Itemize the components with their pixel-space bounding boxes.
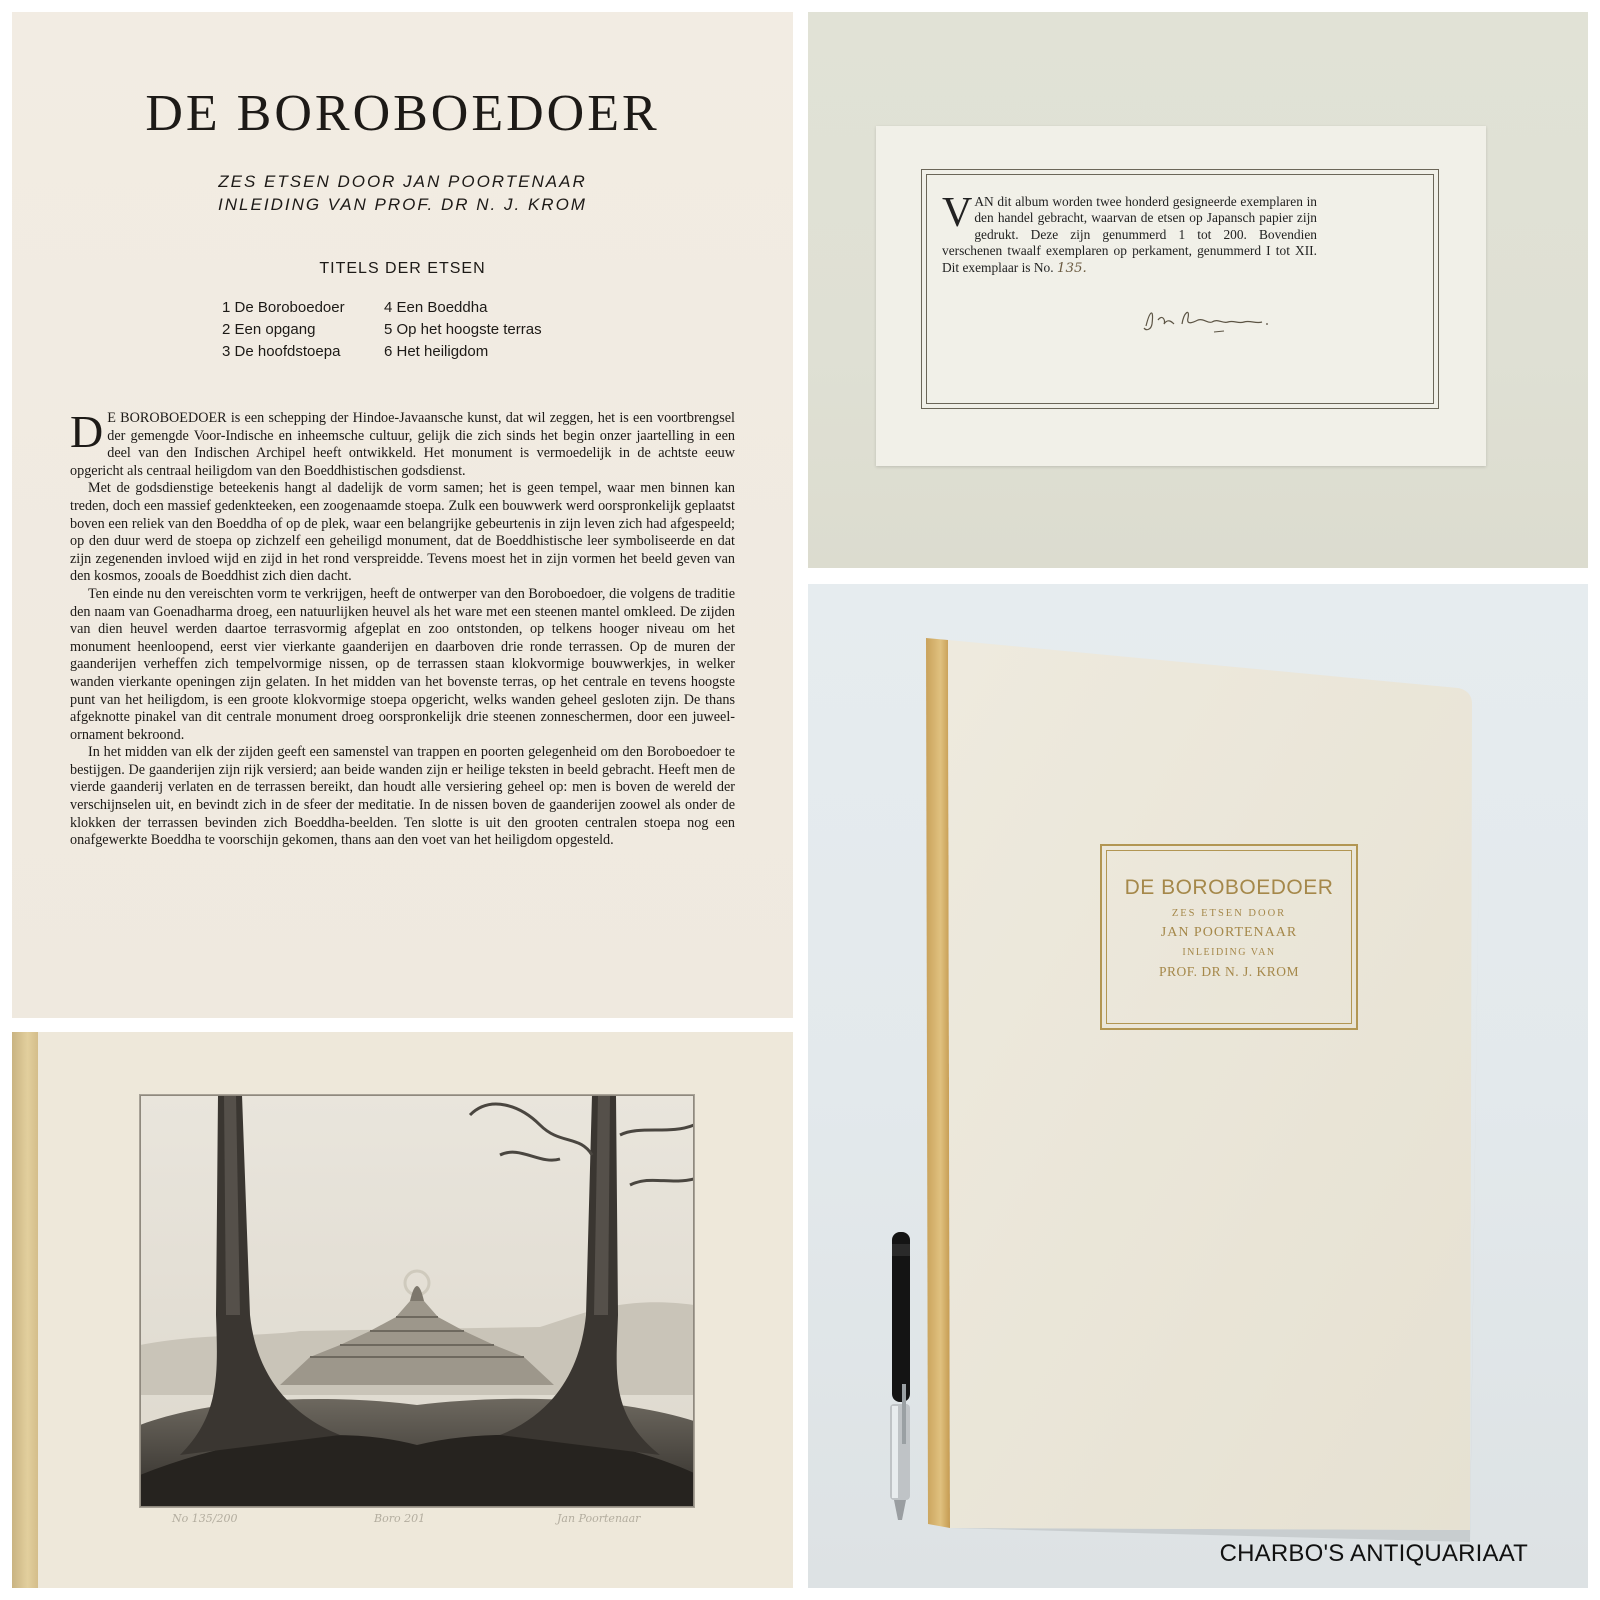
etching-plate	[139, 1094, 695, 1508]
paragraph: Ten einde nu den vereischten vorm te verkrijgen, heeft de ontwerper van den Boroboedoer, die volgens de traditie den naam van Goenadharma droeg, een natuurlijken heuvel als het ware met een steenen mantel omkleed. De zijden van dien heuvel werden daartoe terrasvormig afgeplat en zoo ontstonden, op telkens hooger niveau om het monument heenloopend, eerst vier vierkante gaanderijen en daarboven drie ronde terrassen. Op de muren der gaanderijen verheffen zich tempelvormige nissen, op de terrassen staan klokvormige bouwwerkjes, in welker wanden vierkante openingen zijn gelaten. In het midden van het bovenste terras, op het centrale en tevens hoogste punt van het heiligdom, is een groote klokvormige stoepa opgericht, welks wanden geheel gesloten zijn. De thans afgeknotte pinakel van dit centrale monument droeg oorspronkelijk drie steenen zonneschermen, door een juweel-ornament bekroond.	[70, 585, 735, 743]
list-item: 3 De hoofdstoepa	[222, 343, 341, 360]
cover-title: DE BOROBOEDOER	[1124, 876, 1334, 899]
list-item: 1 De Boroboedoer	[222, 299, 345, 316]
list-item: 5 Op het hoogste terras	[384, 321, 542, 338]
drop-cap: D	[70, 406, 104, 457]
etchings-list	[222, 298, 602, 361]
colophon-initial: V	[942, 190, 973, 236]
shop-watermark: CHARBO'S ANTIQUARIAAT	[1219, 1540, 1528, 1567]
cover-line: INLEIDING VAN	[1182, 947, 1276, 958]
pencil-title: Boro 201	[374, 1512, 426, 1525]
edition-number: No 135/200	[172, 1512, 238, 1525]
binding-edge	[12, 1032, 38, 1588]
paragraph: D E BOROBOEDOER is een schepping der Hindoe-Javaansche kunst, dat wil zeggen, het is een voortbrengsel der gemengde Voor-Indische en inheemsche cultuur, gelijk die zich sinds het begin onzer jaartelling in een deel van den Indischen Archipel heeft ontwikkeld. Het monument is vermoedelijk in de achtste eeuw opgericht als centraal heiligdom van den Boeddhistischen godsdienst.	[70, 406, 735, 479]
subtitle-introduction: INLEIDING VAN PROF. DR N. J. KROM	[218, 195, 587, 214]
list-item: 6 Het heiligdom	[384, 343, 489, 360]
paragraph: Met de godsdienstige beteekenis hangt al dadelijk de vorm samen; het is geen tempel, waar men binnen kan treden, doch een massief gedenkteeken, een zoogenaamde stoepa. Zulk een bouwwerk werd oorspronkelijk geplaatst boven een reliek van den Boeddha of op de plek, waar een belangrijke gebeurtenis in zijn leven zich had afgespeeld; op den duur werd de stoepa op zichzelf een geheiligd monument, dat de Boeddhistische leer symboliseerde en dat zijn zegenenden invloed wijd en zijd in het rond verspreidde. Tevens moest het in zijn vormen het beeld geven van den kosmos, zooals de Boeddhist zich dien dacht.	[70, 480, 735, 585]
cover-label	[1100, 844, 1358, 1030]
text-page-photo	[12, 12, 793, 1018]
borobudur-etching-image	[140, 1095, 694, 1507]
subtitle-etchings: ZES ETSEN DOOR JAN POORTENAAR	[218, 172, 587, 191]
page-title: DE BOROBOEDOER	[145, 85, 660, 142]
book-cover-image	[808, 584, 1588, 1588]
cover-photo	[808, 584, 1588, 1588]
list-item: 4 Een Boeddha	[384, 299, 488, 316]
colophon-card	[876, 126, 1486, 466]
list-item: 2 Een opgang	[222, 321, 316, 338]
cover-line: ZES ETSEN DOOR	[1171, 908, 1287, 919]
colophon-photo	[808, 12, 1588, 568]
introduction-text	[70, 406, 735, 850]
cover-introducer: PROF. DR N. J. KROM	[1158, 964, 1300, 979]
paragraph: In het midden van elk der zijden geeft een samenstel van trappen en poorten gelegenheid om den Boroboedoer te bestijgen. De gaanderijen zijn rijk versierd; aan beide wanden zijn er heilige teksten in beeld gebracht. Heeft men de vierde gaanderij verlaten en de terrassen bereikt, dan houdt alle versiering geheel op: men is boven de wereld der verschijnselen uit, en bevindt zich in de sfeer der meditatie. In de nissen boven de gaanderijen zoowel als onder de klokken der terrassen bevinden zich Boeddha-beelden. Ten slotte is uit den grooten centralen stoepa nog een onafgewerkte Boeddha te voorschijn gekomen, thans aan den voet van het heiligdom opgesteld.	[70, 744, 735, 849]
colophon-text: VAN dit album worden twee honderd gesigneerde exemplaren in den handel gebracht, waarvan de etsen op Japansch papier zijn gedrukt. Deze zijn genummerd 1 tot 200. Bovendien verschenen twaalf exemplaren op perkament, genummerd I tot XII. Dit exemplaar is No. 135.	[942, 190, 1317, 276]
pencil-signature: Jan Poortenaar	[557, 1512, 641, 1525]
copy-number: 135.	[1056, 260, 1087, 276]
etching-photo	[12, 1032, 793, 1588]
etchings-list-heading: TITELS DER ETSEN	[319, 260, 486, 277]
signature-icon	[1138, 298, 1298, 338]
pen-icon	[890, 1232, 910, 1520]
cover-author: JAN POORTENAAR	[1160, 925, 1298, 940]
